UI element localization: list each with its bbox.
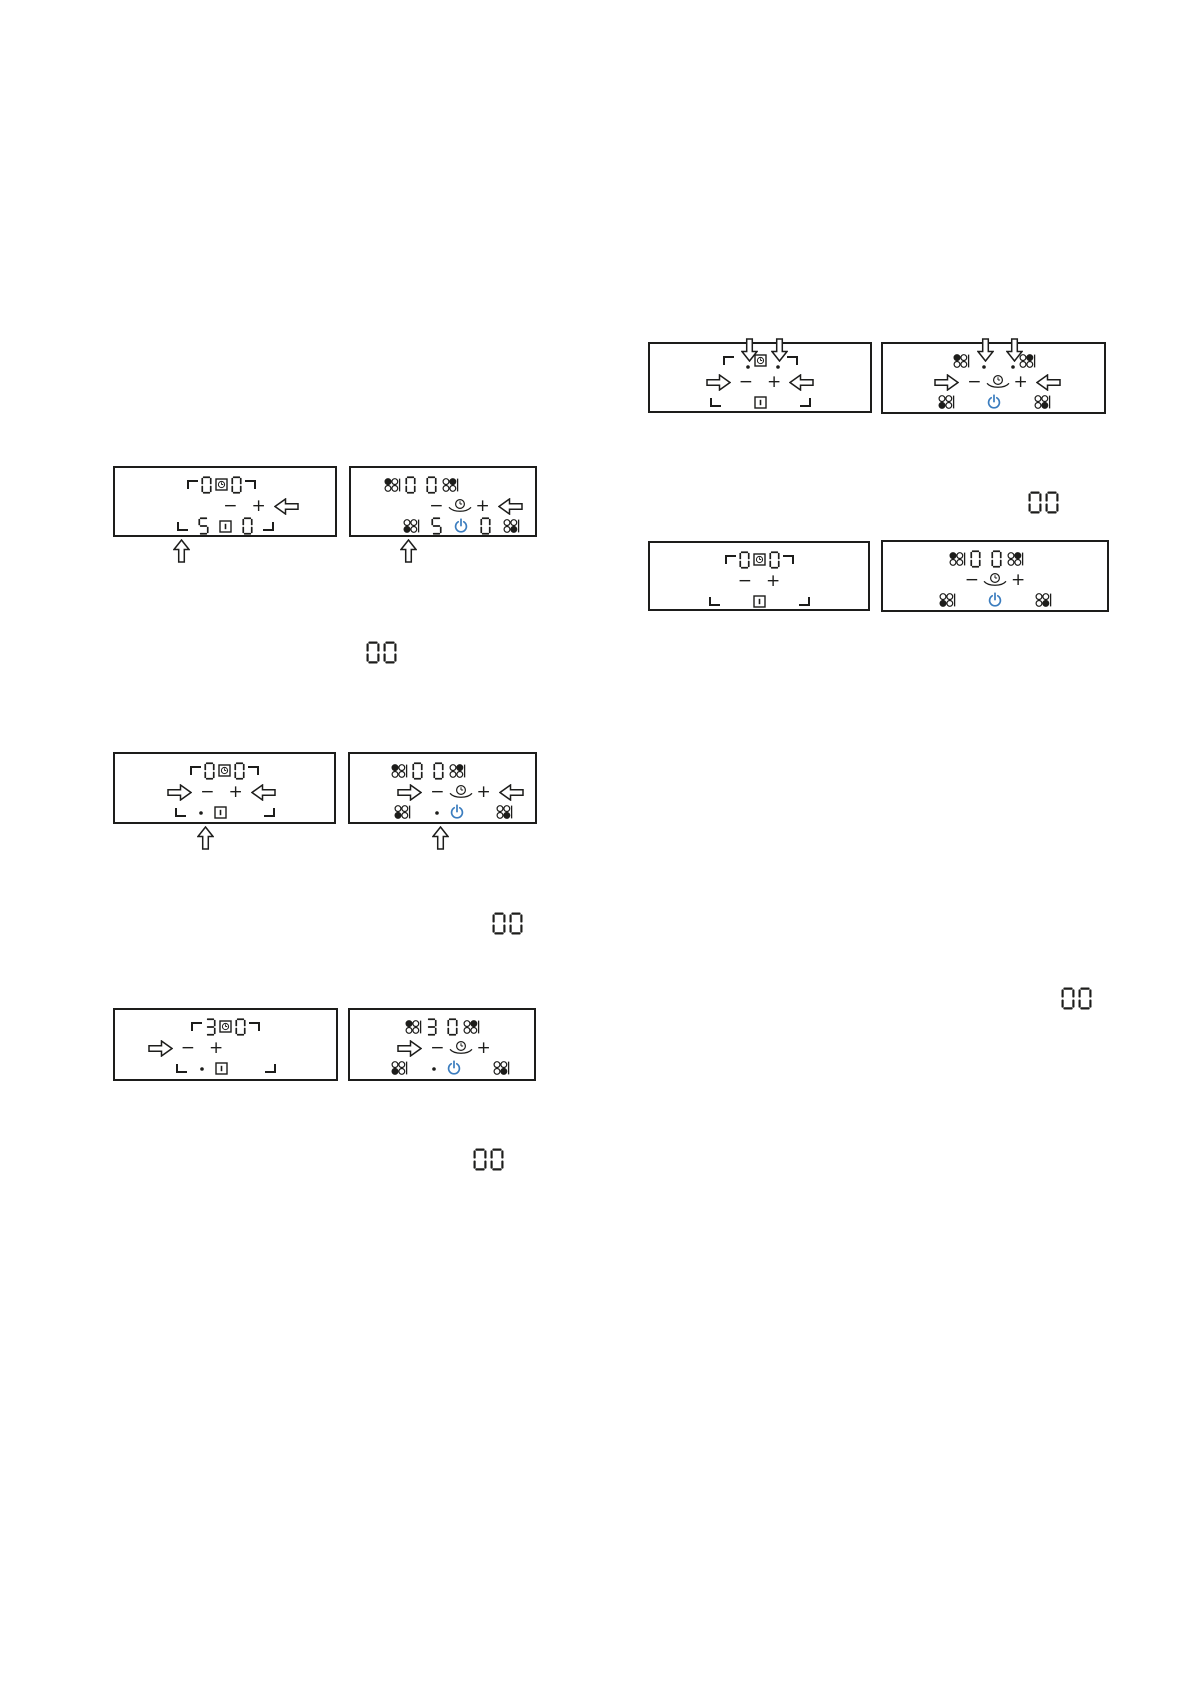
hob-control-led-panel (349, 466, 537, 537)
display-top-row (335, 760, 520, 781)
seven-segment-counter (473, 1148, 504, 1171)
minus-plus-row (883, 570, 1107, 590)
timer-digit (991, 550, 1002, 568)
display-corner-icon (249, 1022, 260, 1031)
press-right-arrow-icon (167, 784, 192, 801)
burner-zones-icon (938, 592, 956, 608)
display-corner-icon (187, 480, 198, 489)
display-bottom-row (115, 1058, 336, 1078)
display-corner-icon (175, 808, 186, 817)
on-off-key-icon (215, 1062, 228, 1075)
press-down-arrow-icon (977, 338, 994, 362)
timer-digit (405, 476, 416, 494)
hob-control-schematic-panel (648, 541, 870, 611)
timer-digit (447, 1018, 458, 1036)
display-corner-icon (265, 1064, 276, 1073)
timer-digit (412, 762, 423, 780)
plus-key-label: + (767, 371, 782, 392)
plus-key-label: + (228, 781, 243, 802)
press-up-arrow-icon (432, 826, 449, 850)
hob-control-schematic-panel (648, 342, 872, 413)
burner-zones-icon (502, 518, 520, 534)
hob-control-led-panel (881, 540, 1109, 612)
display-corner-icon (800, 398, 811, 407)
on-off-key-icon (219, 520, 232, 533)
plus-key-label: + (209, 1037, 224, 1058)
minus-key-label: − (200, 781, 215, 802)
display-corner-icon (263, 522, 274, 531)
sensor-dot-icon (982, 364, 986, 369)
plus-key-label: + (251, 495, 266, 516)
display-top-row (115, 760, 334, 781)
display-bottom-row (650, 392, 870, 412)
press-right-arrow-icon (934, 374, 959, 391)
plus-key-label: + (1013, 371, 1028, 392)
press-down-arrow-icon (771, 338, 788, 362)
heat-level-digit (242, 517, 253, 535)
display-corner-icon (783, 555, 794, 564)
press-left-arrow-icon (1036, 374, 1061, 391)
timer-clock-icon (447, 498, 473, 514)
display-bottom-row (369, 516, 553, 536)
display-bottom-row (883, 590, 1107, 610)
seven-segment-counter (1061, 987, 1092, 1010)
minus-plus-row (75, 1038, 296, 1058)
burner-zones-icon (390, 763, 408, 779)
timer-digit (235, 1018, 246, 1036)
power-standby-icon (449, 804, 465, 820)
timer-key-icon (753, 553, 766, 566)
minus-key-label: − (429, 495, 444, 516)
display-corner-icon (245, 480, 256, 489)
display-corner-icon (264, 808, 275, 817)
display-top-row (874, 548, 1098, 569)
timer-clock-icon (448, 1040, 474, 1056)
display-bottom-row (360, 802, 545, 822)
minus-key-label: − (967, 371, 982, 392)
heat-level-digit (431, 517, 442, 535)
minus-plus-row (384, 496, 568, 516)
timer-clock-icon (448, 784, 474, 800)
display-top-row (115, 1016, 336, 1037)
burner-zones-icon (952, 353, 970, 369)
timer-clock-icon (985, 374, 1011, 390)
display-top-row (350, 1016, 534, 1037)
burner-zones-icon (1033, 394, 1051, 410)
press-right-arrow-icon (397, 1040, 422, 1057)
minus-key-label: − (223, 495, 238, 516)
display-bottom-row (115, 516, 335, 536)
hob-control-schematic-panel (113, 466, 337, 537)
timer-digit (231, 476, 242, 494)
display-corner-icon (248, 766, 259, 775)
minus-plus-row (368, 782, 553, 802)
on-off-key-icon (214, 806, 227, 819)
hob-control-schematic-panel (113, 1008, 338, 1081)
press-down-arrow-icon (741, 338, 758, 362)
display-corner-icon (725, 555, 736, 564)
burner-zones-icon (393, 804, 411, 820)
minus-plus-row (650, 571, 868, 591)
timer-digit (234, 762, 245, 780)
display-bottom-row (650, 591, 868, 611)
burner-zones-icon (383, 477, 401, 493)
heat-level-digit (198, 517, 209, 535)
minus-plus-row (650, 372, 870, 392)
burner-zones-icon (441, 477, 459, 493)
timer-digit (426, 476, 437, 494)
timer-digit (739, 551, 750, 569)
press-left-arrow-icon (251, 784, 276, 801)
on-off-key-icon (753, 595, 766, 608)
timer-digit (433, 762, 444, 780)
minus-key-label: − (738, 371, 753, 392)
press-up-arrow-icon (197, 826, 214, 850)
display-corner-icon (723, 356, 734, 365)
plus-key-label: + (476, 781, 491, 802)
display-corner-icon (710, 398, 721, 407)
burner-zones-icon (937, 394, 955, 410)
display-corner-icon (190, 766, 201, 775)
minus-key-label: − (180, 1037, 195, 1058)
minus-key-label: − (430, 1037, 445, 1058)
press-right-arrow-icon (706, 374, 731, 391)
minus-key-label: − (737, 570, 752, 591)
timer-digit (426, 1018, 437, 1036)
plus-key-label: + (475, 495, 490, 516)
timer-digit (205, 1018, 216, 1036)
power-standby-icon (446, 1060, 462, 1076)
burner-zones-icon (462, 1019, 480, 1035)
plus-key-label: + (476, 1037, 491, 1058)
display-bottom-row (358, 1058, 542, 1078)
display-top-row (650, 549, 868, 570)
press-up-arrow-icon (400, 539, 417, 563)
minus-key-label: − (430, 781, 445, 802)
seven-segment-counter (1028, 491, 1059, 514)
press-up-arrow-icon (173, 539, 190, 563)
seven-segment-counter (366, 641, 397, 664)
burner-zones-icon (1034, 592, 1052, 608)
minus-plus-row (887, 372, 1108, 392)
press-left-arrow-icon (499, 784, 524, 801)
hob-control-schematic-panel (113, 752, 336, 824)
burner-zones-icon (948, 551, 966, 567)
timer-key-icon (215, 478, 228, 491)
minus-plus-row (151, 496, 371, 516)
display-corner-icon (177, 522, 188, 531)
minus-plus-row (112, 782, 331, 802)
sensor-dot-icon (746, 364, 750, 369)
plus-key-label: + (766, 570, 781, 591)
minus-key-label: − (964, 569, 979, 590)
hob-control-led-panel (348, 752, 537, 824)
burner-zones-icon (402, 518, 420, 534)
timer-key-icon (219, 1020, 232, 1033)
burner-zones-icon (495, 804, 513, 820)
display-corner-icon (799, 597, 810, 606)
display-top-row (111, 474, 331, 495)
power-standby-icon (453, 518, 469, 534)
on-off-key-icon (754, 396, 767, 409)
timer-digit (204, 762, 215, 780)
power-standby-icon (986, 394, 1002, 410)
display-corner-icon (787, 356, 798, 365)
burner-zones-icon (448, 763, 466, 779)
burner-zones-icon (1006, 551, 1024, 567)
timer-digit (769, 551, 780, 569)
minus-plus-row (352, 1038, 536, 1058)
timer-clock-icon (982, 572, 1008, 588)
press-left-arrow-icon (789, 374, 814, 391)
hob-control-led-panel (348, 1008, 536, 1081)
press-right-arrow-icon (148, 1040, 173, 1057)
press-down-arrow-icon (1006, 338, 1023, 362)
power-standby-icon (987, 592, 1003, 608)
timer-key-icon (218, 764, 231, 777)
plus-key-label: + (1011, 569, 1026, 590)
press-right-arrow-icon (397, 784, 422, 801)
display-top-row (329, 474, 513, 495)
timer-digit (970, 550, 981, 568)
sensor-dot-icon (776, 364, 780, 369)
burner-zones-icon (492, 1060, 510, 1076)
display-bottom-row (883, 392, 1104, 412)
sensor-dot-icon (1011, 364, 1015, 369)
seven-segment-counter (492, 912, 523, 935)
display-corner-icon (191, 1022, 202, 1031)
burner-zones-icon (404, 1019, 422, 1035)
display-bottom-row (115, 802, 334, 822)
display-corner-icon (709, 597, 720, 606)
timer-digit (201, 476, 212, 494)
burner-zones-icon (390, 1060, 408, 1076)
press-left-arrow-icon (498, 498, 523, 515)
heat-level-digit (480, 517, 491, 535)
press-left-arrow-icon (274, 498, 299, 515)
display-corner-icon (176, 1064, 187, 1073)
display-top-row (650, 350, 870, 371)
